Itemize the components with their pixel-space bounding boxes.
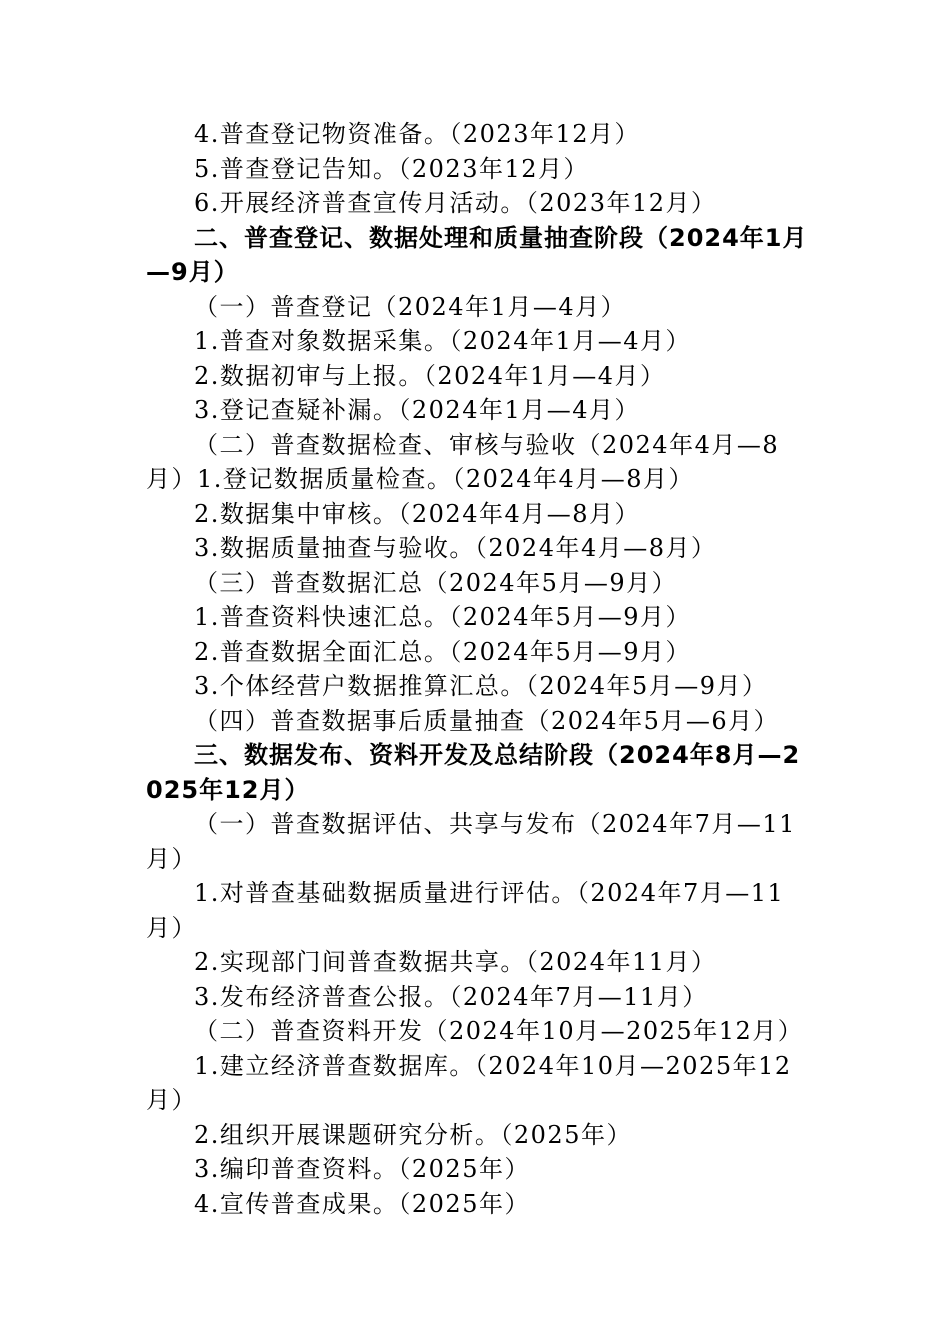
document-body xyxy=(146,117,808,1221)
list-item: 5.普查登记告知。（2023年12月） xyxy=(194,154,590,183)
list-item: 2.普查数据全面汇总。（2024年5月—9月） xyxy=(194,637,692,666)
list-item: 3.发布经济普查公报。（2024年7月—11月） xyxy=(194,982,708,1011)
section-heading: 二、普查登记、数据处理和质量抽查阶段（2024年1月—9月） xyxy=(146,223,808,286)
list-item: 6.开展经济普查宣传月活动。（2023年12月） xyxy=(194,189,717,217)
list-item: 1.建立经济普查数据库。（2024年10月—2025年12月） xyxy=(146,1051,792,1114)
list-item: 2.数据集中审核。（2024年4月—8月） xyxy=(194,499,641,528)
subsection-heading: （二）普查资料开发（2024年10月—2025年12月） xyxy=(194,1017,804,1045)
list-item: 1.对普查基础数据质量进行评估。（2024年7月—11月） xyxy=(146,879,785,942)
list-item: 2.组织开展课题研究分析。（2025年） xyxy=(194,1120,632,1149)
subsection-heading: （一）普查数据评估、共享与发布（2024年7月—11月） xyxy=(146,810,796,873)
list-item: 1.普查资料快速汇总。（2024年5月—9月） xyxy=(194,603,692,631)
list-item: 4.普查登记物资准备。（2023年12月） xyxy=(194,120,641,148)
section-heading: 三、数据发布、资料开发及总结阶段（2024年8月—2025年12月） xyxy=(146,741,801,804)
subsection-heading: （四）普查数据事后质量抽查（2024年5月—6月） xyxy=(194,706,780,735)
list-item: 3.数据质量抽查与验收。（2024年4月—8月） xyxy=(194,534,717,562)
list-item: 3.个体经营户数据推算汇总。（2024年5月—9月） xyxy=(194,672,768,700)
list-item: 2.数据初审与上报。（2024年1月—4月） xyxy=(194,361,666,390)
list-item: 1.普查对象数据采集。（2024年1月—4月） xyxy=(194,327,692,355)
list-item: 2.实现部门间普查数据共享。（2024年11月） xyxy=(194,948,717,976)
subsection-heading: （一）普查登记（2024年1月—4月） xyxy=(194,292,627,321)
list-item: 3.编印普查资料。（2025年） xyxy=(194,1155,530,1183)
list-item: 3.登记查疑补漏。（2024年1月—4月） xyxy=(194,396,641,424)
list-item: 4.宣传普查成果。（2025年） xyxy=(194,1189,530,1218)
subsection-heading: （三）普查数据汇总（2024年5月—9月） xyxy=(194,568,678,597)
subsection-heading: （二）普查数据检查、审核与验收（2024年4月—8月）1.登记数据质量检查。（2024年4月—8月） xyxy=(146,430,780,493)
